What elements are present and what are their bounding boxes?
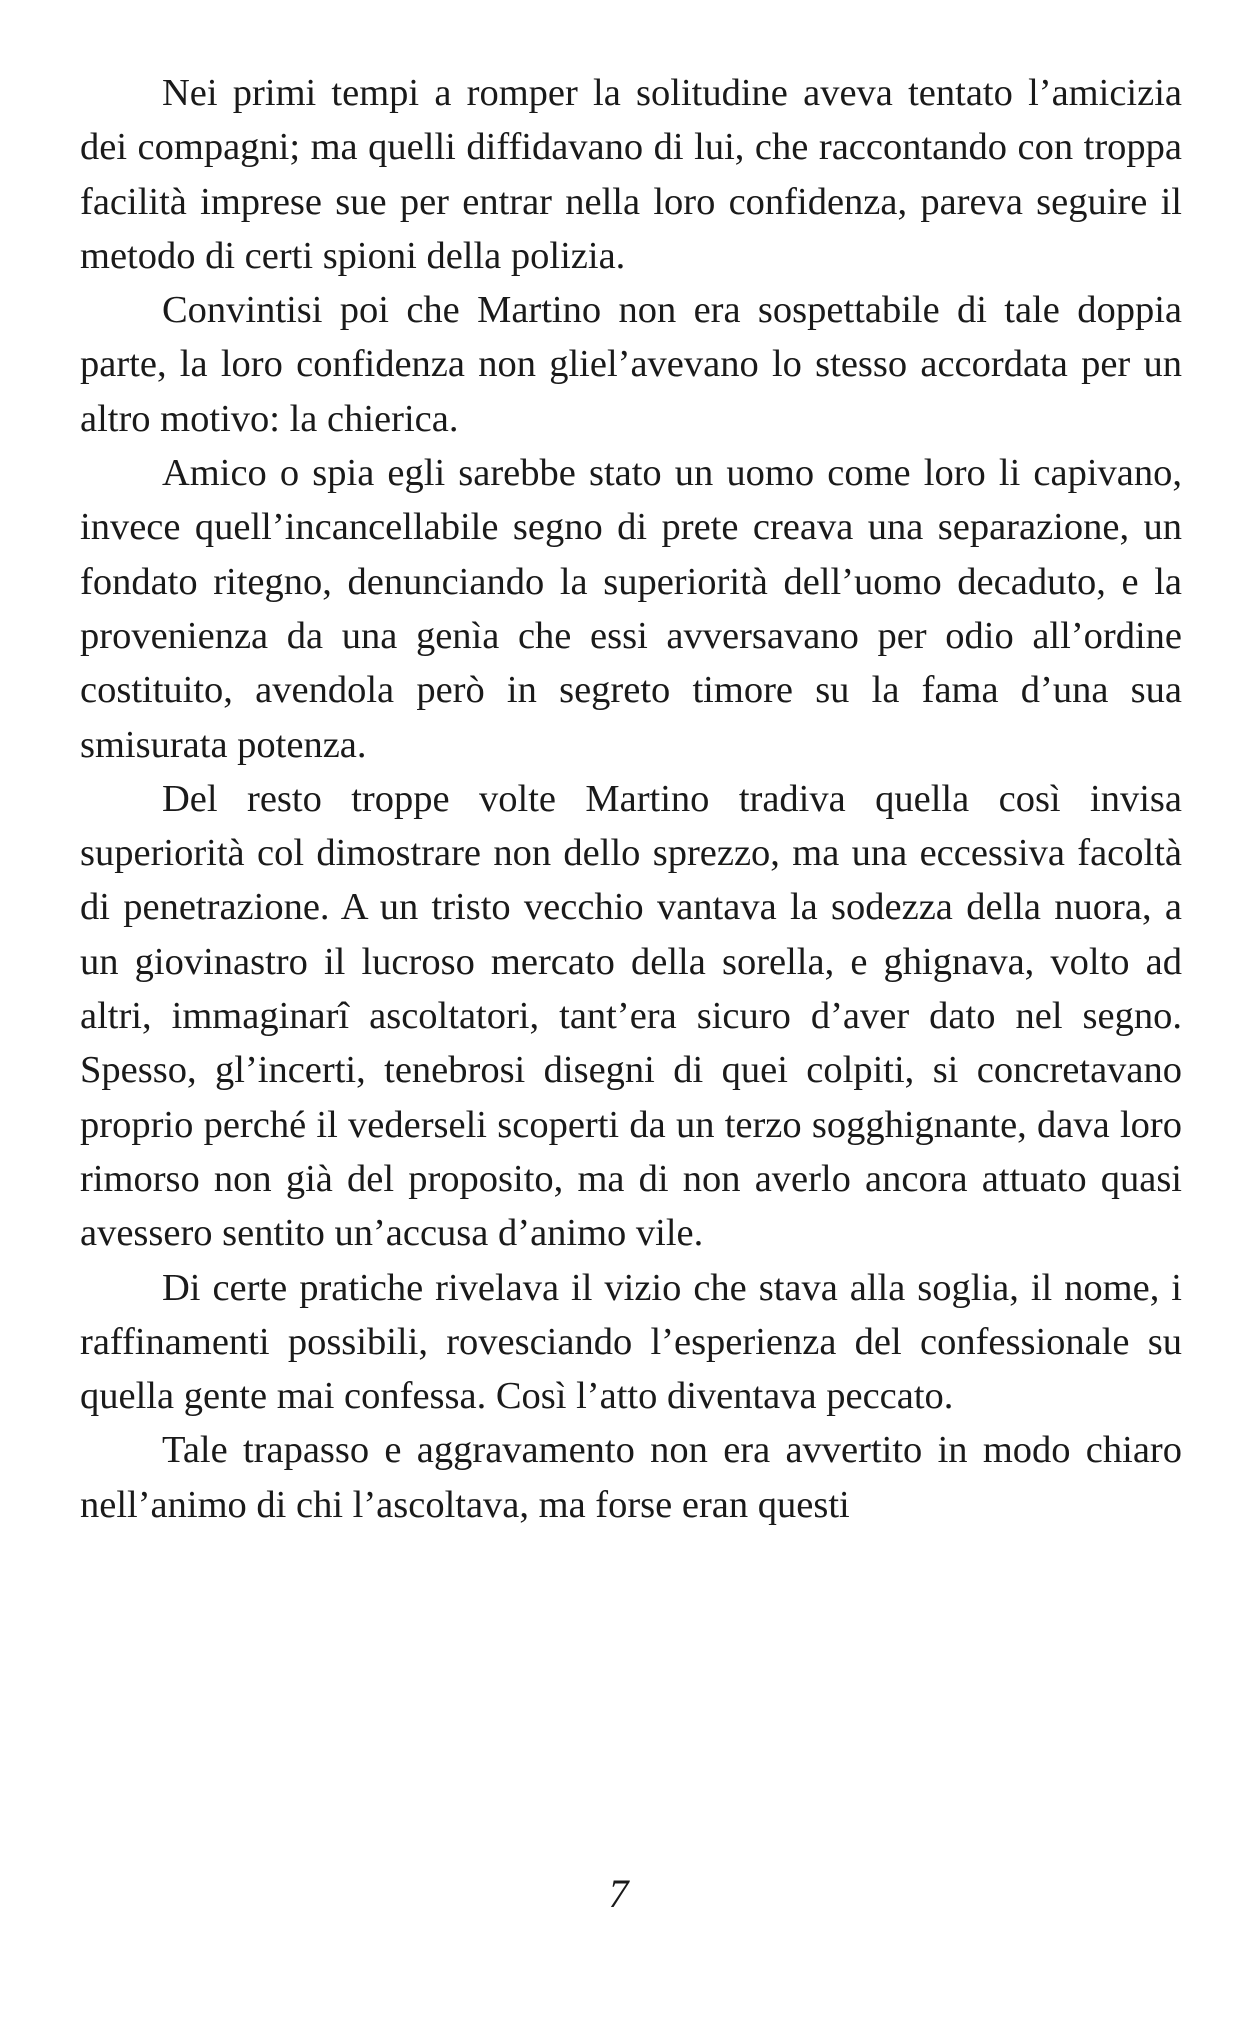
paragraph-6: Tale trapasso e aggravamento non era avvertito in modo chiaro nell’animo di chi l’ascoltava, ma forse eran questi [80,1429,1182,1526]
paragraph-1: Nei primi tempi a romper la solitudine aveva tentato l’amicizia dei compagni; ma quelli diffidavano di lui, che raccontando con troppa facilità imprese sue per entrar nella loro confidenza, pareva seguire il metodo di certi spioni della polizia. [80,72,1182,277]
paragraph-4: Del resto troppe volte Martino tradiva quella così invisa superiorità col dimostrare non dello sprezzo, ma una eccessiva facoltà di penetrazione. A un tristo vecchio vantava la sodezza della nuora, a un giovinastro il lucroso mercato della sorella, e ghignava, volto ad altri, immaginarî ascoltatori, tant’era sicuro d’aver dato nel segno. Spesso, gl’incerti, tenebrosi disegni di quei colpiti, si concretavano proprio perché il vederseli scoperti da un terzo sogghignante, dava loro rimorso non già del proposito, ma di non averlo ancora attuato quasi avessero sentito un’accusa d’animo vile. [80,777,1182,1255]
paragraph-5: Di certe pratiche rivelava il vizio che stava alla soglia, il nome, i raffinamenti possibili, rovesciando l’esperienza del confessionale su quella gente mai confessa. Così l’atto diventava peccato. [80,1266,1182,1418]
page-number: 7 [608,1871,629,1916]
page-body [80,66,1182,1532]
paragraph-2: Convintisi poi che Martino non era sospettabile di tale doppia parte, la loro confidenza non gliel’avevano lo stesso accordata per un altro motivo: la chierica. [80,289,1182,440]
paragraph-3: Amico o spia egli sarebbe stato un uomo come loro li capivano, invece quell’incancellabile segno di prete creava una separazione, un fondato ritegno, denunciando la superiorità dell’uomo decaduto, e la provenienza da una genìa che essi avversavano per odio all’ordine costituito, avendola però in segreto timore su la fama d’una sua smisurata potenza. [80,452,1182,766]
